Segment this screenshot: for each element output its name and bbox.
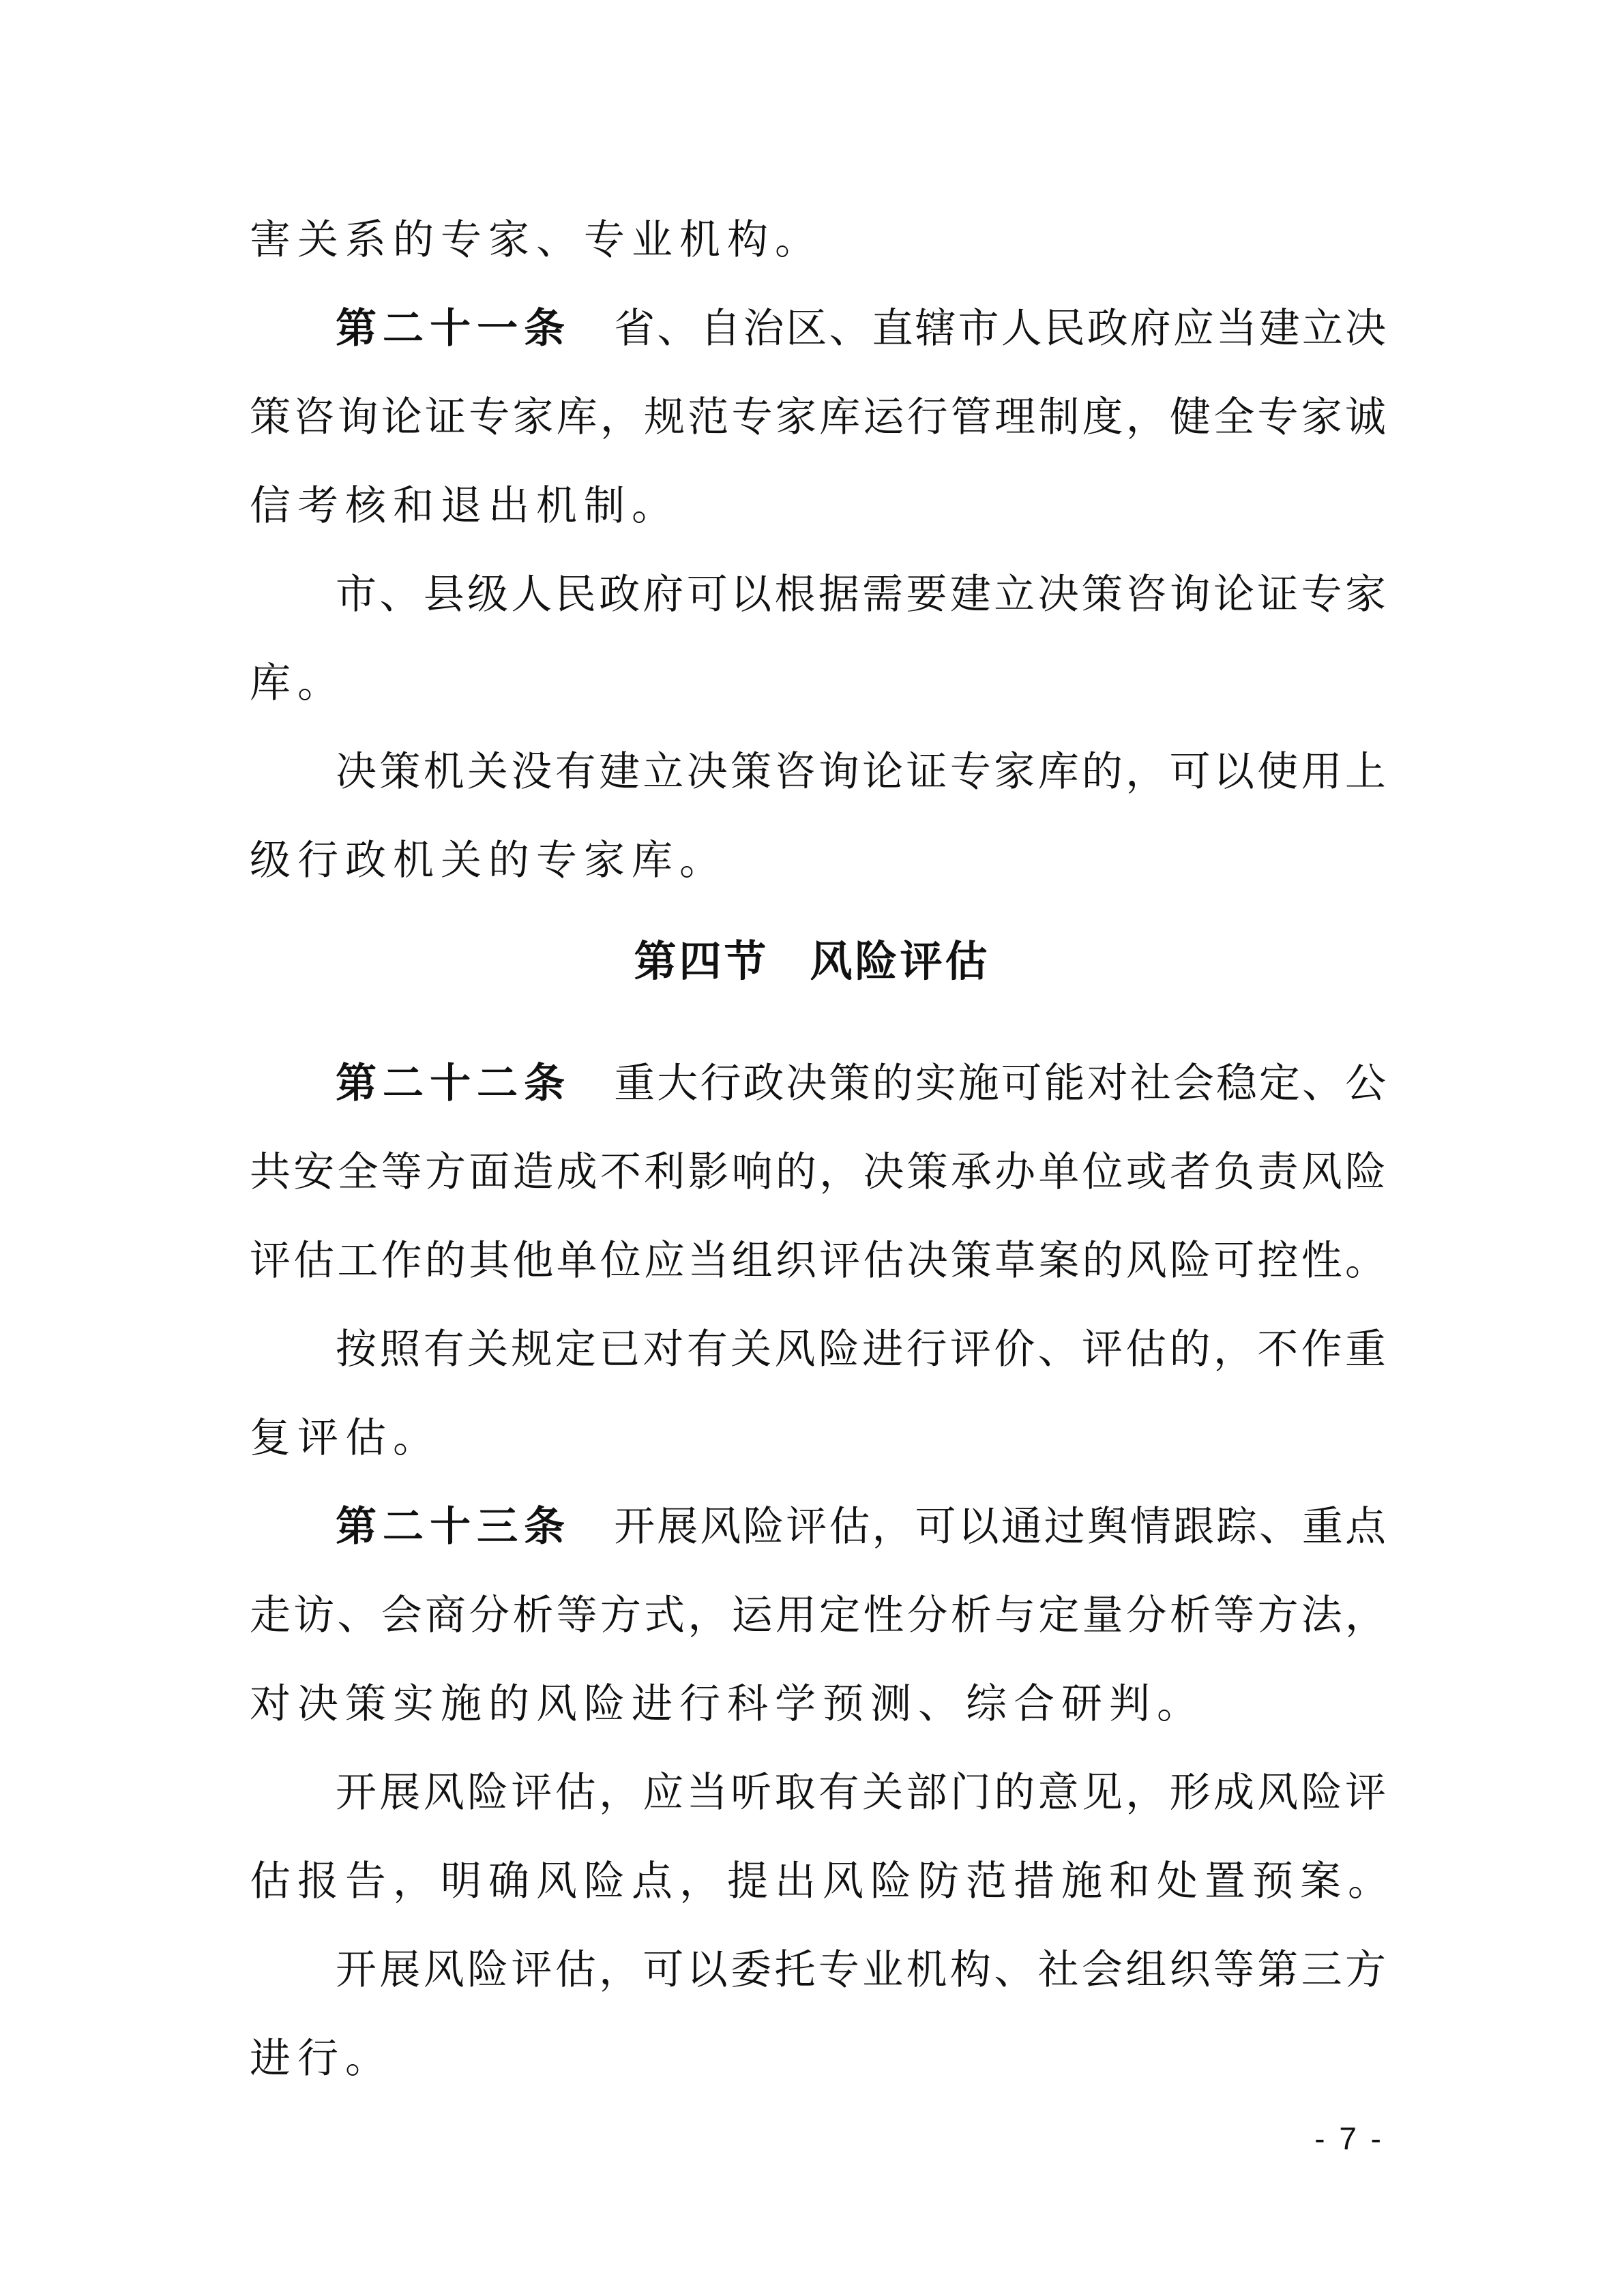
article-number: 第二十三条 — [336, 1503, 572, 1551]
text-line — [250, 1857, 1396, 1906]
text-line — [250, 1236, 1386, 1285]
text-line — [250, 215, 823, 265]
text-line — [250, 1591, 1386, 1640]
page-number: - 7 - — [1314, 2121, 1384, 2156]
text-line — [250, 2034, 393, 2083]
paragraph-first-line — [336, 1325, 1386, 1374]
line-text: 共安全等方面造成不利影响的，决策承办单位或者负责风险 — [250, 1148, 1386, 1196]
paragraph-first-line — [336, 570, 1386, 619]
line-text: 进行。 — [250, 2035, 393, 2083]
line-text: 复评估。 — [250, 1414, 441, 1462]
text-line — [250, 1148, 1386, 1197]
text-line — [250, 393, 1386, 442]
line-text: 对决策实施的风险进行科学预测、综合研判。 — [250, 1680, 1205, 1728]
line-text: 走访、会商分析等方式，运用定性分析与定量分析等方法， — [250, 1592, 1386, 1639]
line-text: 开展风险评估，可以委托专业机构、社会组织等第三方 — [336, 1946, 1386, 1994]
line-text: 决策机关没有建立决策咨询论证专家库的，可以使用上 — [336, 748, 1386, 796]
line-text: 按照有关规定已对有关风险进行评价、评估的，不作重 — [336, 1326, 1386, 1373]
section-title: 风险评估 — [810, 936, 990, 986]
line-text: 信考核和退出机制。 — [250, 482, 679, 530]
line-text: 估报告，明确风险点，提出风险防范措施和处置预案。 — [250, 1858, 1396, 1905]
text-line — [250, 836, 727, 885]
text-line — [250, 659, 345, 708]
line-text: 省、自治区、直辖市人民政府应当建立决 — [612, 305, 1387, 353]
article-21-first-line — [336, 304, 1386, 353]
line-text: 重大行政决策的实施可能对社会稳定、公 — [612, 1060, 1387, 1107]
paragraph-first-line — [336, 1768, 1386, 1817]
line-text: 开展风险评估，应当听取有关部门的意见，形成风险评 — [336, 1769, 1386, 1817]
text-line — [250, 1680, 1205, 1729]
line-text: 害关系的专家、专业机构。 — [250, 216, 823, 264]
paragraph-first-line — [336, 1945, 1386, 1995]
section-heading — [0, 936, 1624, 987]
article-22-first-line — [336, 1059, 1386, 1108]
line-text: 策咨询论证专家库，规范专家库运行管理制度，健全专家诚 — [250, 393, 1386, 441]
article-number: 第二十二条 — [336, 1060, 572, 1107]
text-line — [250, 481, 679, 531]
line-text: 库。 — [250, 659, 345, 707]
paragraph-first-line — [336, 747, 1386, 796]
line-text: 级行政机关的专家库。 — [250, 837, 727, 884]
article-23-first-line — [336, 1502, 1386, 1551]
text-line — [250, 1414, 441, 1463]
section-number: 第四节 — [634, 936, 769, 986]
article-number: 第二十一条 — [336, 305, 572, 353]
line-text: 开展风险评估，可以通过舆情跟踪、重点 — [612, 1503, 1387, 1551]
line-text: 市、县级人民政府可以根据需要建立决策咨询论证专家 — [336, 571, 1386, 618]
line-text: 评估工作的其他单位应当组织评估决策草案的风险可控性。 — [250, 1237, 1386, 1285]
